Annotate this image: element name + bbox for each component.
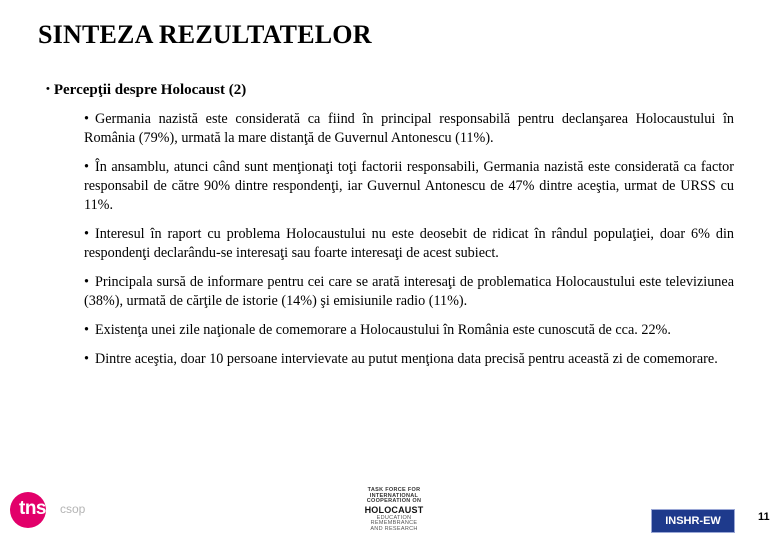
bullet-dot: •: [46, 83, 50, 95]
section-subtitle: [46, 82, 246, 99]
tns-csop-logo: [10, 492, 90, 528]
taskforce-holocaust-word: HOLOCAUST: [364, 504, 424, 515]
finding-item: [84, 350, 734, 369]
section-subtitle-text: Percepţii despre Holocaust (2): [53, 82, 247, 98]
taskforce-line: COOPERATION ON: [366, 498, 422, 504]
taskforce-line: EDUCATION: [376, 514, 412, 521]
taskforce-line: AND RESEARCH: [370, 525, 418, 532]
bullet-dot: •: [84, 226, 89, 242]
finding-text: Interesul în raport cu problema Holocaustului nu este deosebit de ridicat în rândul populaţiei, doar 6% din respondenţi declarându-se interesaţi sau foarte interesaţi de acest subiect.: [84, 226, 734, 261]
finding-item: [84, 225, 734, 263]
bullet-dot: •: [84, 159, 89, 175]
findings-list: [84, 110, 734, 379]
page-number: 11: [758, 511, 770, 523]
finding-text: Germania nazistă este considerată ca fiind în principal responsabilă pentru declanşarea Holocaustului în România (79%), urmată la mare distanţă de Guvernul Antonescu (11%).: [84, 111, 734, 146]
finding-text: Existenţa unei zile naţionale de comemorare a Holocaustului în România este cunoscută de cca. 22%.: [94, 322, 671, 338]
taskforce-line: REMEMBRANCE: [370, 520, 418, 526]
bullet-dot: •: [84, 322, 89, 338]
finding-item: [84, 321, 734, 340]
finding-item: [84, 273, 734, 311]
slide-title: SINTEZA REZULTATELOR: [38, 20, 372, 49]
bullet-dot: •: [84, 111, 89, 127]
taskforce-line: INTERNATIONAL: [369, 492, 419, 499]
taskforce-line: TASK FORCE FOR: [367, 487, 421, 493]
bullet-dot: •: [84, 274, 89, 290]
task-force-holocaust-logo: [364, 488, 424, 536]
finding-item: [84, 158, 734, 215]
tns-logo-text: tns: [19, 498, 46, 519]
finding-text: În ansamblu, atunci când sunt menţionaţi toţi factorii responsabili, Germania nazistă este considerată ca factor responsabil de către 90% dintre respondenţi, iar Guvernul Antonescu de 47% dintre aceştia, urmat de URSS cu 11%.: [84, 159, 734, 213]
finding-item: [84, 110, 734, 148]
finding-text: Principala sursă de informare pentru cei care se arată interesaţi de problematica Holocaustului este televiziunea (38%), urmată de cărţile de istorie (14%) şi emisiunile radio (11%).: [84, 274, 734, 309]
bullet-dot: •: [84, 351, 89, 367]
csop-logo-text: csop: [60, 502, 86, 516]
inshr-ew-badge: INSHR-EW: [651, 509, 735, 533]
finding-text: Dintre aceştia, doar 10 persoane intervievate au putut menţiona data precisă pentru această zi de comemorare.: [94, 351, 718, 367]
